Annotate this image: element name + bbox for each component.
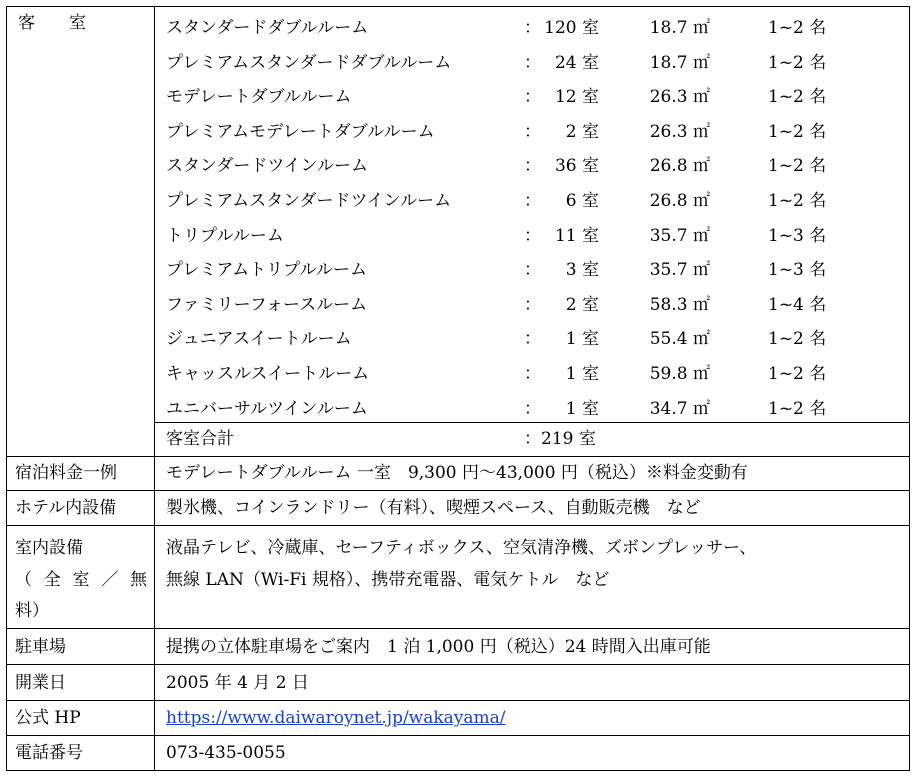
room-name: プレミアムスタンダードダブルルーム [166, 52, 452, 73]
room-name: プレミアムモデレートダブルルーム [166, 121, 435, 142]
room-size: 18.7 ㎡ [649, 52, 710, 73]
room-capacity: 1~2 名 [768, 52, 827, 73]
room-size: 35.7 ㎡ [649, 260, 710, 281]
website-label: 公式 HP [15, 708, 81, 728]
room-facilities-value-line1: 液晶テレビ、冷蔵庫、セーフティボックス、空気清浄機、ズボンプレッサー、 [166, 538, 757, 558]
row-divider [6, 490, 910, 491]
room-count: 1 室 [565, 398, 599, 419]
room-count: 6 室 [565, 191, 599, 211]
room-name: ジュニアスイートルーム [166, 329, 352, 350]
room-colon: ： [524, 18, 541, 38]
room-count: 2 室 [565, 121, 599, 142]
row-divider [6, 628, 910, 629]
room-row [6, 144, 910, 178]
room-capacity: 1~2 名 [768, 329, 827, 350]
room-colon: ： [524, 52, 541, 73]
room-row [6, 248, 910, 282]
row-divider [6, 664, 910, 665]
room-colon: ： [524, 156, 541, 177]
room-colon: ： [524, 87, 541, 108]
row-divider [6, 525, 910, 526]
room-size: 26.3 ㎡ [649, 87, 710, 108]
room-capacity: 1~4 名 [768, 294, 827, 315]
rooms-total-divider [154, 422, 910, 423]
parking-label: 駐車場 [15, 637, 66, 657]
room-size: 59.8 ㎡ [649, 364, 710, 384]
room-count: 1 室 [565, 364, 599, 384]
room-row [6, 179, 910, 213]
room-capacity: 1~2 名 [768, 121, 827, 142]
rate-label: 宿泊料金一例 [15, 463, 117, 483]
room-facilities-label: 室内設備 [15, 538, 83, 558]
room-name: プレミアムスタンダードツインルーム [166, 191, 452, 211]
label-char: 全 [43, 570, 61, 590]
room-size: 35.7 ㎡ [649, 225, 710, 246]
room-capacity: 1~2 名 [768, 191, 827, 211]
label-char: 無 [130, 570, 147, 590]
room-capacity: 1~2 名 [768, 364, 827, 384]
room-capacity: 1~2 名 [768, 18, 827, 38]
room-count: 120 室 [544, 18, 599, 38]
row-divider [6, 456, 910, 457]
rooms-header: 客 室 [18, 13, 86, 33]
room-colon: ： [524, 191, 541, 211]
room-facilities-label-line2 [15, 570, 147, 590]
room-row [6, 387, 910, 421]
room-name: ファミリーフォースルーム [166, 294, 368, 315]
room-colon: ： [524, 294, 541, 315]
room-count: 11 室 [554, 225, 599, 246]
room-size: 55.4 ㎡ [649, 329, 710, 350]
room-row [6, 214, 910, 248]
room-name: スタンダードツインルーム [166, 156, 369, 177]
room-row [6, 352, 910, 386]
label-char: 室 [72, 570, 90, 590]
room-size: 34.7 ㎡ [649, 398, 710, 419]
room-name: プレミアムトリプルルーム [166, 260, 368, 281]
room-size: 58.3 ㎡ [649, 294, 710, 315]
table-border-bottom [6, 770, 910, 771]
room-colon: ： [524, 364, 541, 384]
label-char: ／ [101, 570, 119, 590]
room-count: 36 室 [554, 156, 599, 177]
room-capacity: 1~3 名 [768, 260, 827, 281]
room-colon: ： [524, 260, 541, 281]
room-row [6, 6, 910, 40]
room-name: モデレートダブルルーム [166, 87, 352, 108]
room-colon: ： [524, 398, 541, 419]
room-row [6, 283, 910, 317]
room-name: トリプルルーム [166, 225, 284, 246]
label-char: （ [15, 570, 32, 590]
room-count: 2 室 [565, 294, 599, 315]
room-count: 3 室 [565, 260, 599, 281]
room-count: 24 室 [554, 52, 599, 73]
room-capacity: 1~2 名 [768, 398, 827, 419]
room-colon: ： [524, 121, 541, 142]
hotel-facilities-value: 製氷機、コインランドリー（有料）、喫煙スペース、自動販売機 など [166, 498, 701, 518]
rooms-total-label: 客室合計 [166, 429, 234, 449]
room-colon: ： [524, 329, 541, 350]
room-size: 26.8 ㎡ [649, 156, 710, 177]
room-size: 26.3 ㎡ [649, 121, 710, 142]
phone-value: 073-435-0055 [166, 743, 286, 763]
room-capacity: 1~3 名 [768, 225, 827, 246]
hotel-info-table [6, 6, 910, 771]
parking-value: 提携の立体駐車場をご案内 1 泊 1,000 円（税込）24 時間入出庫可能 [166, 637, 711, 657]
room-name: ユニバーサルツインルーム [166, 398, 368, 419]
room-name: スタンダードダブルルーム [166, 18, 369, 38]
opening-label: 開業日 [15, 673, 66, 693]
opening-value: 2005 年 4 月 2 日 [166, 673, 309, 693]
room-facilities-value-line2: 無線 LAN（Wi-Fi 規格）、携帯充電器、電気ケトル など [166, 570, 610, 590]
room-row [6, 41, 910, 75]
rooms-total-value: ：219 室 [524, 429, 596, 449]
room-colon: ： [524, 225, 541, 246]
room-capacity: 1~2 名 [768, 87, 827, 108]
website-link[interactable]: https://www.daiwaroynet.jp/wakayama/ [166, 708, 506, 728]
rate-value: モデレートダブルルーム 一室 9,300 円～43,000 円（税込）※料金変動有 [166, 463, 748, 483]
room-facilities-label-line3: 料） [15, 601, 49, 621]
row-divider [6, 735, 910, 736]
room-capacity: 1~2 名 [768, 156, 827, 177]
room-count: 12 室 [554, 87, 599, 108]
room-row [6, 317, 910, 351]
room-count: 1 室 [565, 329, 599, 350]
room-row [6, 75, 910, 109]
hotel-facilities-label: ホテル内設備 [15, 498, 117, 518]
room-size: 18.7 ㎡ [649, 18, 710, 38]
room-row [6, 110, 910, 144]
room-name: キャッスルスイートルーム [166, 364, 370, 384]
row-divider [6, 700, 910, 701]
phone-label: 電話番号 [15, 743, 83, 763]
room-size: 26.8 ㎡ [649, 191, 710, 211]
